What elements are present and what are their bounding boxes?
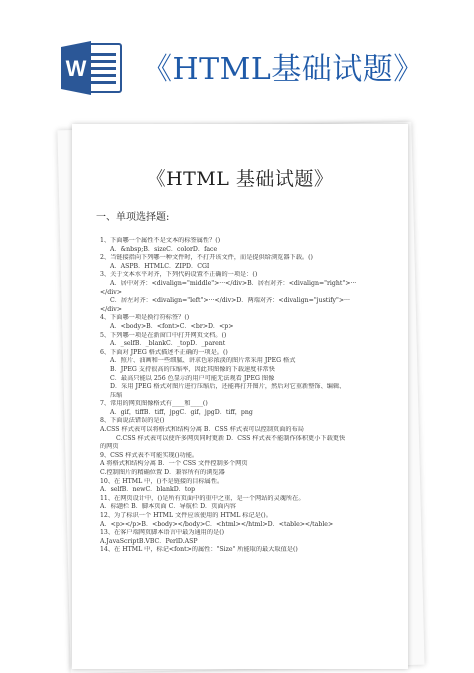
document-line: 的网页: [100, 443, 119, 451]
banner: [0, 0, 474, 118]
document-line: 8、下面说法错误的是(): [100, 417, 165, 425]
document-line: A．ASPB．HTMLC．ZIPD．CGI: [110, 262, 210, 270]
document-line: B．JPEG 支持很高的压缩率，因此其图像的下载速度非常快: [110, 365, 275, 373]
document-line: 11、在网页设计中，()是所有页面中的重中之重，是一个网站的灵魂所在。: [100, 494, 305, 502]
document-line: 12、为了标识一个 HTML 文件应该使用的 HTML 标记是()。: [100, 512, 272, 519]
document-line: 10、在 HTML 中，()不是链接的目标属性。: [100, 477, 224, 485]
document-line: 13、在客户端网页脚本语言中最为通用的是(): [100, 529, 225, 537]
document-line: </div>: [100, 288, 122, 296]
document-line: 压缩: [110, 391, 123, 399]
document-line: </div>: [100, 305, 122, 313]
document-line: C．居左对齐：<divalign="left">···</div>D．两端对齐：<divalign="justify">···: [110, 297, 350, 305]
document-line: 6、下面对 JPEG 格式描述不正确的一项是。(): [100, 348, 228, 356]
document-line: 4、下面哪一项是换行符标签？(): [100, 314, 190, 322]
document-line: A 将格式和结构分离 B．一个 CSS 文件控制多个网页: [100, 460, 248, 468]
document-line: A．<p></p>B．<body></body>C．<html></html>D．<table></table>: [100, 520, 334, 528]
document-line: C．最高只能以 256 色显示的用户可能无法观看 JPEG 图像: [110, 374, 275, 382]
document-line: A．<body>B．<font>C．<br>D．<p>: [110, 322, 234, 330]
document-line: 9、CSS 样式表不可能实现()功能。: [100, 451, 199, 459]
banner-title: 《HTML基础试题》: [142, 52, 424, 87]
document-title: 《HTML 基础试题》: [146, 168, 334, 190]
document-line: 7、常用的网页图像格式有____和____(): [100, 400, 208, 408]
document-line: 1、下面哪一个属性不是文本的标签属性？(): [100, 237, 221, 244]
document-line: 5、下列哪一项是在新窗口中打开网页文档。(): [100, 331, 227, 339]
document-line: 2、当链接指向下列哪一种文件时，不打开该文件，而是提供给浏览器下载。(): [100, 254, 313, 262]
document-line: A．居中对齐：<divalign="middle">···</div>B．居右对齐：<divalign="right">···: [110, 279, 357, 287]
question-list: [100, 237, 396, 555]
document-line: A.JavaScriptB.VBC．PerlD.ASP: [100, 537, 198, 545]
document-line: A.CSS 样式表可以将格式和结构分离 B．CSS 样式表可以控制页面的布局: [100, 426, 304, 434]
document-line: A．标题栏 B．脚本页面 C．导航栏 D．页面内容: [100, 503, 236, 511]
document-line: A．selfB．newC．blankD．top: [100, 486, 196, 494]
document-line: A．_selfB．_blankC．_topD．_parent: [110, 340, 226, 348]
document-page: [72, 124, 408, 669]
document-line: D．采用 JPEG 格式对图片进行压缩后，还能再打开图片，然后对它重新整饰、编辑、: [110, 383, 346, 391]
document-line: C.控制图片的精确位置 D．兼容所有的浏览器: [100, 469, 225, 477]
document-line: A．&nbsp;B．sizeC．colorD．face: [110, 245, 218, 253]
word-icon-letter: W: [65, 56, 87, 81]
document-line: C.CSS 样式表可以使许多网页同时更新 D．CSS 样式表不能制作体积更小下载更快: [116, 434, 346, 442]
section-heading: 一、单项选择题:: [96, 212, 170, 223]
document-line: A．照片、油画和一些细腻、讲求色彩浓淡的图片常采用 JPEG 格式: [110, 357, 296, 365]
word-document-icon: [61, 40, 123, 96]
document-line: A．gif，tiffB．tiff，jpgC．gif，jpgD．tiff，png: [110, 408, 253, 416]
document-line: 3、关于文本水平对齐，下列代码设置不正确的一项是：(): [100, 271, 258, 279]
document-line: 14、在 HTML 中，标记<font>的属性："Size" 所能取的最大取值是(): [100, 546, 298, 554]
